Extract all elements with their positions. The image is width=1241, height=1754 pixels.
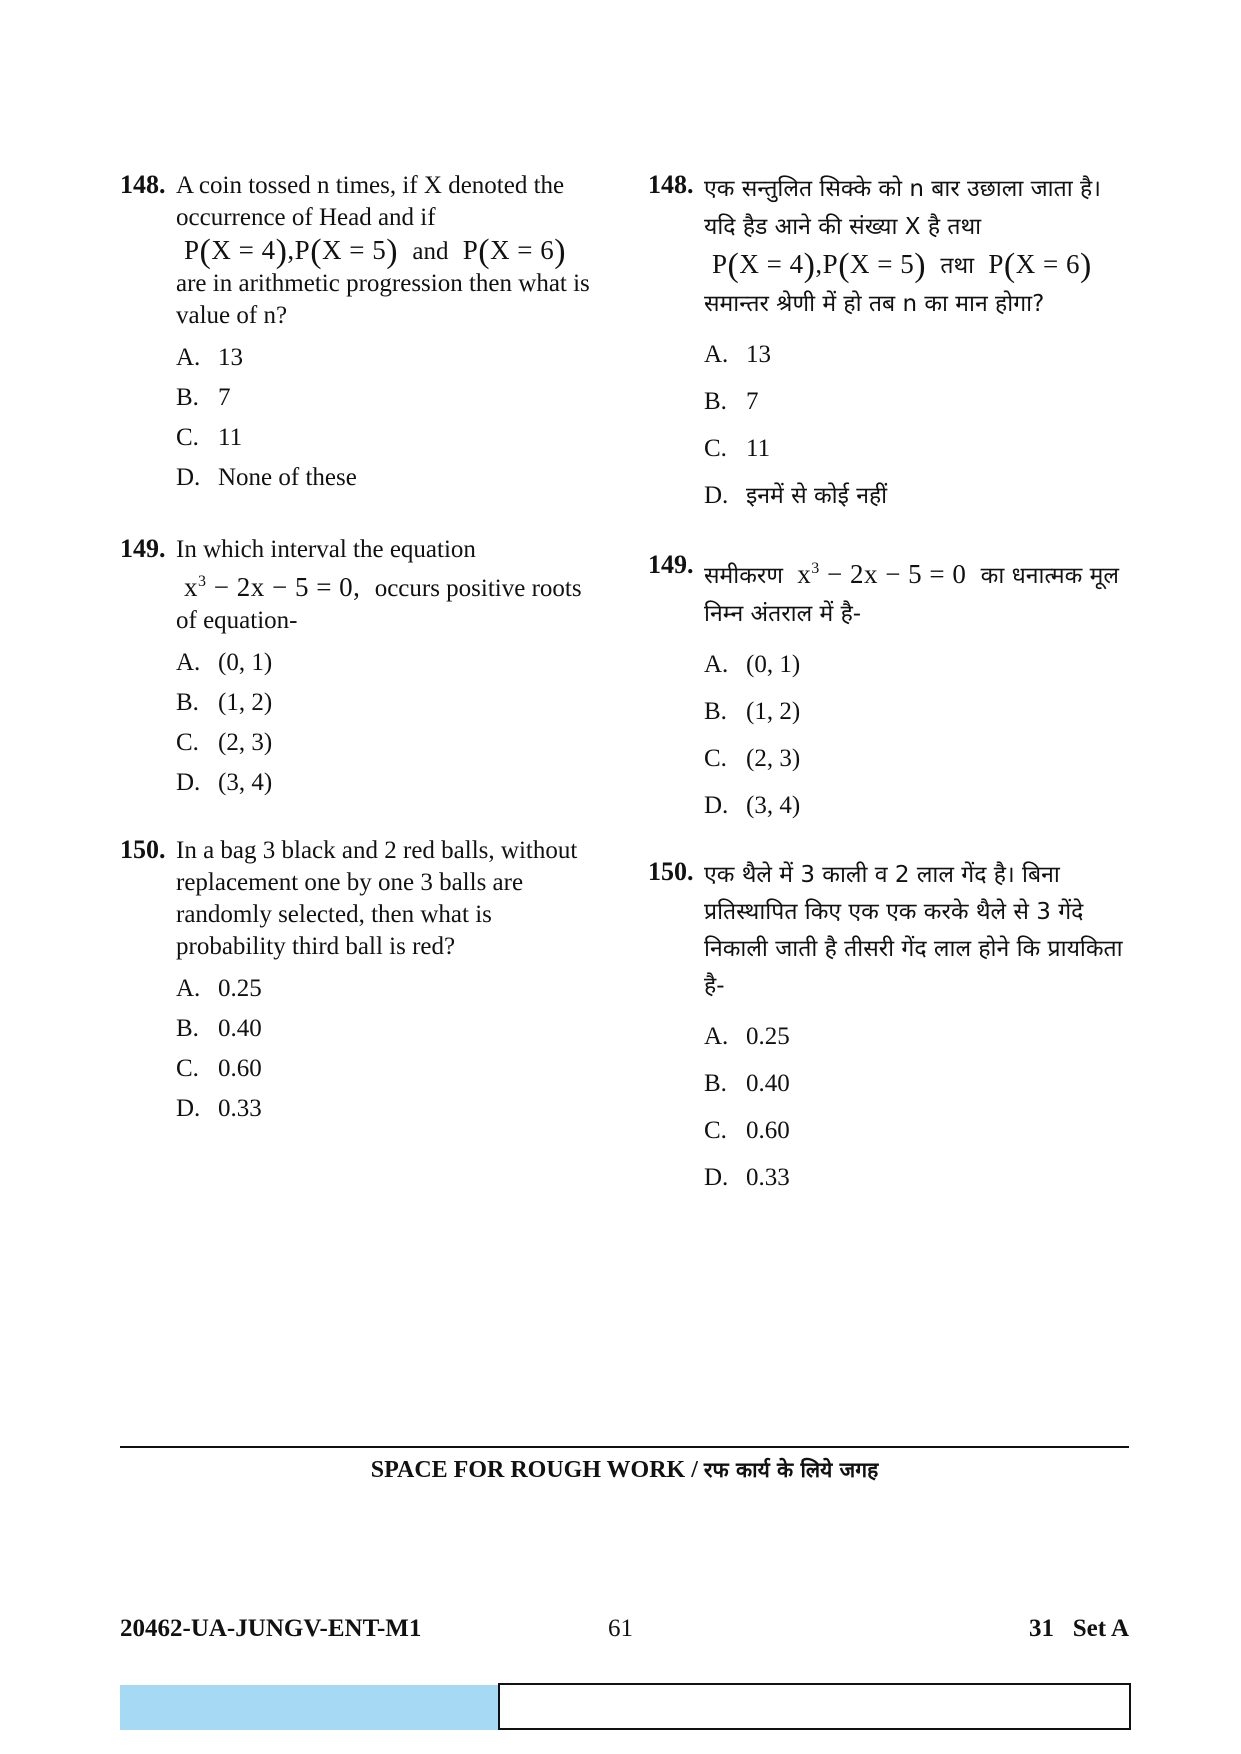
options-list	[704, 1013, 1128, 1201]
hindi-column	[648, 170, 1128, 1201]
question-149-english	[120, 534, 590, 803]
option-d: D. (3, 4)	[176, 769, 273, 796]
page-number: 61	[608, 1615, 633, 1642]
cubic-equation: $x^3 - 2x - 5 = 0$	[797, 559, 967, 589]
option-c: C. 0.60	[704, 1117, 790, 1144]
question-149-hindi	[648, 550, 1128, 829]
option-a: A. 13	[176, 344, 243, 371]
question-stem: एक थैले में 3 काली व 2 लाल गेंद है। बिना प्रतिस्थापित किए एक एक करके थैले से 3 गेंदे निकाली जाती है तीसरी गेंद लाल होने कि प्रायकिता है-	[704, 862, 1123, 999]
options-list	[704, 641, 1128, 829]
option-d: D. 0.33	[176, 1095, 262, 1122]
option-b: B. 7	[704, 388, 759, 415]
option-a: A. (0, 1)	[704, 651, 801, 678]
option-b: B. (1, 2)	[176, 689, 273, 716]
option-a: A. 0.25	[704, 1023, 790, 1050]
question-148-english	[120, 170, 590, 498]
footer-empty-box	[498, 1683, 1131, 1730]
question-148-hindi	[648, 170, 1128, 520]
question-stem: समीकरण $x^3 - 2x - 5 = 0$ का धनात्मक मूल निम्न अंतराल में है-	[704, 550, 1128, 633]
question-150-english	[120, 835, 590, 1129]
question-number: 149.	[648, 550, 694, 579]
option-c: C. 11	[176, 424, 243, 451]
option-b: B. (1, 2)	[704, 698, 801, 725]
option-b: B. 0.40	[176, 1015, 262, 1042]
cubic-equation: $x^3 - 2x - 5 = 0$,	[184, 572, 361, 602]
question-stem: In which interval the equation $x^3 - 2x - 5 = 0$, occurs positive roots of equation-	[176, 536, 582, 634]
probability-expression: P(X = 4),P(X = 5)	[184, 233, 399, 270]
option-b: B. 7	[176, 384, 231, 411]
options-list	[704, 331, 1128, 520]
question-number: 148.	[648, 170, 694, 199]
options-list	[176, 338, 590, 498]
option-c: C. 0.60	[176, 1055, 262, 1082]
option-a: A. 13	[704, 341, 771, 368]
question-number: 150.	[120, 835, 166, 864]
option-d: D. (3, 4)	[704, 792, 801, 819]
question-stem: In a bag 3 black and 2 red balls, without replacement one by one 3 balls are randomly selected, then what is probability third ball is red?	[176, 837, 578, 960]
probability-expression: P(X = 6)	[462, 233, 567, 270]
question-stem: एक सन्तुलित सिक्के को n बार उछाला जाता है। यदि हैड आने की संख्या X है तथा P(X = 4),P(X = 5) तथा P(X = 6) समान्तर श्रेणी में हो तब n का मान होगा?	[704, 176, 1101, 317]
probability-expression: P(X = 4),P(X = 5)	[712, 247, 927, 284]
question-number: 150.	[648, 857, 694, 886]
option-a: A. (0, 1)	[176, 649, 273, 676]
option-c: C. (2, 3)	[176, 729, 273, 756]
option-a: A. 0.25	[176, 975, 262, 1002]
option-d: D. None of these	[176, 464, 357, 491]
set-label: 31 Set A	[1029, 1615, 1129, 1642]
question-150-hindi	[648, 857, 1128, 1201]
paper-code: 20462-UA-JUNGV-ENT-M1	[120, 1615, 422, 1642]
footer-color-bar	[120, 1685, 498, 1730]
option-d: D. इनमें से कोई नहीं	[704, 482, 888, 509]
option-b: B. 0.40	[704, 1070, 790, 1097]
probability-expression: P(X = 6)	[988, 247, 1092, 284]
rough-work-title: SPACE FOR ROUGH WORK / रफ कार्य के लिये जगह	[370, 1457, 879, 1483]
options-list	[176, 643, 590, 803]
question-number: 149.	[120, 534, 166, 563]
option-c: C. 11	[704, 435, 771, 462]
options-list	[176, 969, 590, 1129]
option-d: D. 0.33	[704, 1164, 790, 1191]
english-column	[120, 170, 590, 1129]
option-c: C. (2, 3)	[704, 745, 801, 772]
question-stem: A coin tossed n times, if X denoted the occurrence of Head and if P(X = 4),P(X = 5) and P(X = 6) are in arithmetic progression then what is value of n?	[176, 172, 590, 329]
rough-work-divider	[120, 1446, 1129, 1448]
question-number: 148.	[120, 170, 166, 199]
